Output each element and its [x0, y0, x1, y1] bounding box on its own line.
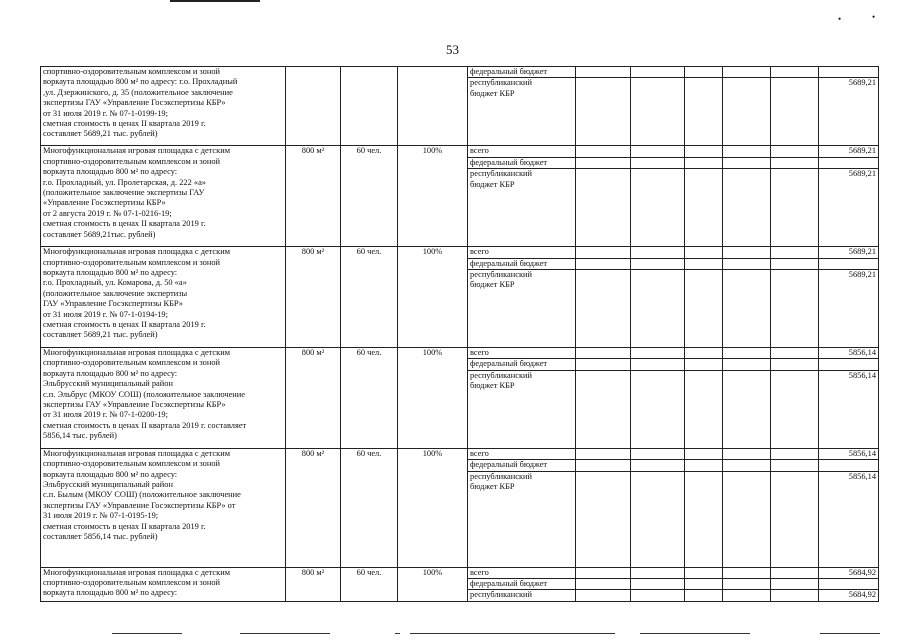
- funding-source-label: республиканский бюджет КБР: [468, 78, 576, 146]
- empty-cell: [723, 78, 771, 146]
- capacity-area: 800 м²: [286, 448, 341, 567]
- funding-source-label: республиканский: [468, 590, 576, 601]
- empty-cell: [576, 590, 631, 601]
- funding-amount: 5689,21: [819, 169, 879, 247]
- empty-cell: [685, 157, 723, 168]
- empty-cell: [771, 579, 819, 590]
- funding-amount: 5856,14: [819, 448, 879, 459]
- empty-cell: [723, 448, 771, 459]
- empty-cell: [723, 169, 771, 247]
- empty-cell: [685, 270, 723, 348]
- empty-cell: [576, 370, 631, 448]
- empty-cell: [685, 258, 723, 269]
- empty-cell: [576, 67, 631, 78]
- funding-source-label: всего: [468, 146, 576, 157]
- empty-cell: [685, 471, 723, 567]
- empty-cell: [631, 460, 685, 471]
- table-row: [41, 448, 879, 459]
- empty-cell: [723, 67, 771, 78]
- empty-cell: [576, 247, 631, 258]
- funding-source-label: федеральный бюджет: [468, 258, 576, 269]
- empty-cell: [685, 590, 723, 601]
- empty-cell: [685, 359, 723, 370]
- empty-cell: [631, 448, 685, 459]
- capacity-people: 60 чел.: [341, 348, 398, 449]
- funding-source-label: федеральный бюджет: [468, 579, 576, 590]
- funding-amount: [819, 359, 879, 370]
- empty-cell: [771, 448, 819, 459]
- empty-cell: [771, 567, 819, 578]
- readiness-percent: 100%: [398, 448, 468, 567]
- empty-cell: [576, 78, 631, 146]
- empty-cell: [771, 348, 819, 359]
- empty-cell: [723, 460, 771, 471]
- empty-cell: [631, 370, 685, 448]
- empty-cell: [685, 247, 723, 258]
- budget-table: [40, 66, 879, 602]
- empty-cell: [723, 247, 771, 258]
- capacity-people: 60 чел.: [341, 448, 398, 567]
- funding-amount: 5689,21: [819, 270, 879, 348]
- table-row: [41, 567, 879, 578]
- empty-cell: [631, 590, 685, 601]
- empty-cell: [771, 258, 819, 269]
- empty-cell: [685, 579, 723, 590]
- capacity-area: 800 м²: [286, 348, 341, 449]
- readiness-percent: 100%: [398, 146, 468, 247]
- funding-source-label: всего: [468, 247, 576, 258]
- funding-amount: 5689,21: [819, 247, 879, 258]
- empty-cell: [576, 258, 631, 269]
- empty-cell: [576, 157, 631, 168]
- table-row: [41, 247, 879, 258]
- funding-source-label: всего: [468, 348, 576, 359]
- empty-cell: [576, 471, 631, 567]
- empty-cell: [631, 567, 685, 578]
- empty-cell: [685, 78, 723, 146]
- funding-amount: 5856,14: [819, 370, 879, 448]
- object-description: Многофункциональная игровая площадка с детским спортивно-оздоровительным комплексом и зоной воркаута площадью 800 м² по адресу: г.о. Прохладный, ул. Комарова, д. 50 «а» (положительное заключение экспертизы ГАУ «Управление Госэкспертизы КБР» от 31 июля 2019 г. № 07-1-0194-19; сметная стоимость в ценах II квартала 2019 г. составляет 5689,21 тыс. рублей): [41, 247, 286, 348]
- funding-source-label: всего: [468, 567, 576, 578]
- funding-source-label: республиканский бюджет КБР: [468, 370, 576, 448]
- empty-cell: [576, 567, 631, 578]
- capacity-area: 800 м²: [286, 567, 341, 601]
- funding-amount: [819, 258, 879, 269]
- empty-cell: [631, 348, 685, 359]
- empty-cell: [576, 579, 631, 590]
- readiness-percent: [398, 67, 468, 146]
- empty-cell: [631, 169, 685, 247]
- empty-cell: [771, 471, 819, 567]
- bottom-scan-lines: [0, 631, 905, 637]
- empty-cell: [631, 78, 685, 146]
- capacity-people: 60 чел.: [341, 567, 398, 601]
- empty-cell: [631, 146, 685, 157]
- capacity-area: 800 м²: [286, 146, 341, 247]
- capacity-people: 60 чел.: [341, 146, 398, 247]
- funding-amount: 5856,14: [819, 471, 879, 567]
- funding-source-label: федеральный бюджет: [468, 157, 576, 168]
- page-number: 53: [446, 42, 459, 57]
- scan-dot: •: [872, 12, 876, 22]
- empty-cell: [771, 146, 819, 157]
- empty-cell: [685, 460, 723, 471]
- empty-cell: [771, 67, 819, 78]
- empty-cell: [771, 270, 819, 348]
- readiness-percent: 100%: [398, 348, 468, 449]
- empty-cell: [771, 78, 819, 146]
- object-description: спортивно-оздоровительным комплексом и зоной воркаута площадью 800 м² по адресу: г.о. Прохладный ,ул. Дзержинского, д. 35 (положительное заключение экспертизы ГАУ «Управление Госэкспертизы КБР» от 31 июля 2019 г. № 07-1-0199-19; сметная стоимость в ценах II квартала 2019 г. составляет 5689,21 тыс. рублей): [41, 67, 286, 146]
- empty-cell: [723, 270, 771, 348]
- empty-cell: [631, 67, 685, 78]
- top-scan-mark: [170, 0, 260, 2]
- funding-amount: [819, 579, 879, 590]
- funding-amount: [819, 460, 879, 471]
- empty-cell: [723, 359, 771, 370]
- funding-source-label: федеральный бюджет: [468, 359, 576, 370]
- funding-amount: 5689,21: [819, 146, 879, 157]
- empty-cell: [576, 270, 631, 348]
- empty-cell: [685, 169, 723, 247]
- empty-cell: [771, 359, 819, 370]
- funding-source-label: федеральный бюджет: [468, 67, 576, 78]
- empty-cell: [685, 67, 723, 78]
- funding-amount: 5684,92: [819, 590, 879, 601]
- scan-dot: •: [838, 14, 842, 24]
- readiness-percent: 100%: [398, 567, 468, 601]
- empty-cell: [771, 460, 819, 471]
- funding-source-label: республиканский бюджет КБР: [468, 270, 576, 348]
- funding-source-label: всего: [468, 448, 576, 459]
- empty-cell: [723, 370, 771, 448]
- empty-cell: [685, 146, 723, 157]
- object-description: Многофункциональная игровая площадка с детским спортивно-оздоровительным комплексом и зоной воркаута площадью 800 м² по адресу: Эльбрусский муниципальный район с.п. Былым (МКОУ СОШ) (положительное заключение экспертизы ГАУ «Управление Госэкспертизы КБР» от 31 июля 2019 г. № 07-1-0195-19; сметная стоимость в ценах II квартала 2019 г. составляет 5856,14 тыс. рублей): [41, 448, 286, 567]
- table-row: [41, 67, 879, 78]
- empty-cell: [723, 157, 771, 168]
- capacity-people: [341, 67, 398, 146]
- funding-amount: [819, 67, 879, 78]
- readiness-percent: 100%: [398, 247, 468, 348]
- empty-cell: [576, 169, 631, 247]
- empty-cell: [723, 348, 771, 359]
- empty-cell: [723, 471, 771, 567]
- empty-cell: [771, 247, 819, 258]
- empty-cell: [685, 567, 723, 578]
- empty-cell: [723, 258, 771, 269]
- object-description: Многофункциональная игровая площадка с детским спортивно-оздоровительным комплексом и зоной воркаута площадью 800 м² по адресу: Эльбрусский муниципальный район с.п. Эльбрус (МКОУ СОШ) (положительное заключение экспертизы ГАУ «Управление Госэкспертизы КБР» от 31 июля 2019 г. № 07-1-0200-19; сметная стоимость в ценах II квартала 2019 г. составляет 5856,14 тыс. рублей): [41, 348, 286, 449]
- empty-cell: [771, 370, 819, 448]
- empty-cell: [576, 348, 631, 359]
- empty-cell: [723, 590, 771, 601]
- empty-cell: [631, 471, 685, 567]
- empty-cell: [771, 157, 819, 168]
- empty-cell: [631, 359, 685, 370]
- empty-cell: [576, 359, 631, 370]
- empty-cell: [631, 157, 685, 168]
- capacity-area: 800 м²: [286, 247, 341, 348]
- funding-amount: 5856,14: [819, 348, 879, 359]
- object-description: Многофункциональная игровая площадка с детским спортивно-оздоровительным комплексом и зоной воркаута площадью 800 м² по адресу:: [41, 567, 286, 601]
- empty-cell: [631, 258, 685, 269]
- empty-cell: [576, 460, 631, 471]
- funding-source-label: федеральный бюджет: [468, 460, 576, 471]
- empty-cell: [685, 348, 723, 359]
- empty-cell: [685, 370, 723, 448]
- empty-cell: [576, 448, 631, 459]
- empty-cell: [576, 146, 631, 157]
- empty-cell: [685, 448, 723, 459]
- capacity-area: [286, 67, 341, 146]
- funding-amount: 5689,21: [819, 78, 879, 146]
- empty-cell: [771, 590, 819, 601]
- funding-amount: [819, 157, 879, 168]
- empty-cell: [631, 247, 685, 258]
- table-row: [41, 146, 879, 157]
- funding-source-label: республиканский бюджет КБР: [468, 471, 576, 567]
- table-row: [41, 348, 879, 359]
- empty-cell: [723, 146, 771, 157]
- capacity-people: 60 чел.: [341, 247, 398, 348]
- empty-cell: [631, 270, 685, 348]
- funding-source-label: республиканский бюджет КБР: [468, 169, 576, 247]
- empty-cell: [723, 579, 771, 590]
- object-description: Многофункциональная игровая площадка с детским спортивно-оздоровительным комплексом и зоной воркаута площадью 800 м² по адресу: г.о. Прохладный, ул. Пролетарская, д. 222 «а» (положительное заключение экспертизы ГАУ «Управление Госэкспертизы КБР» от 2 августа 2019 г. № 07-1-0216-19; сметная стоимость в ценах II квартала 2019 г. составляет 5689,21тыс. рублей): [41, 146, 286, 247]
- empty-cell: [771, 169, 819, 247]
- funding-amount: 5684,92: [819, 567, 879, 578]
- empty-cell: [631, 579, 685, 590]
- empty-cell: [723, 567, 771, 578]
